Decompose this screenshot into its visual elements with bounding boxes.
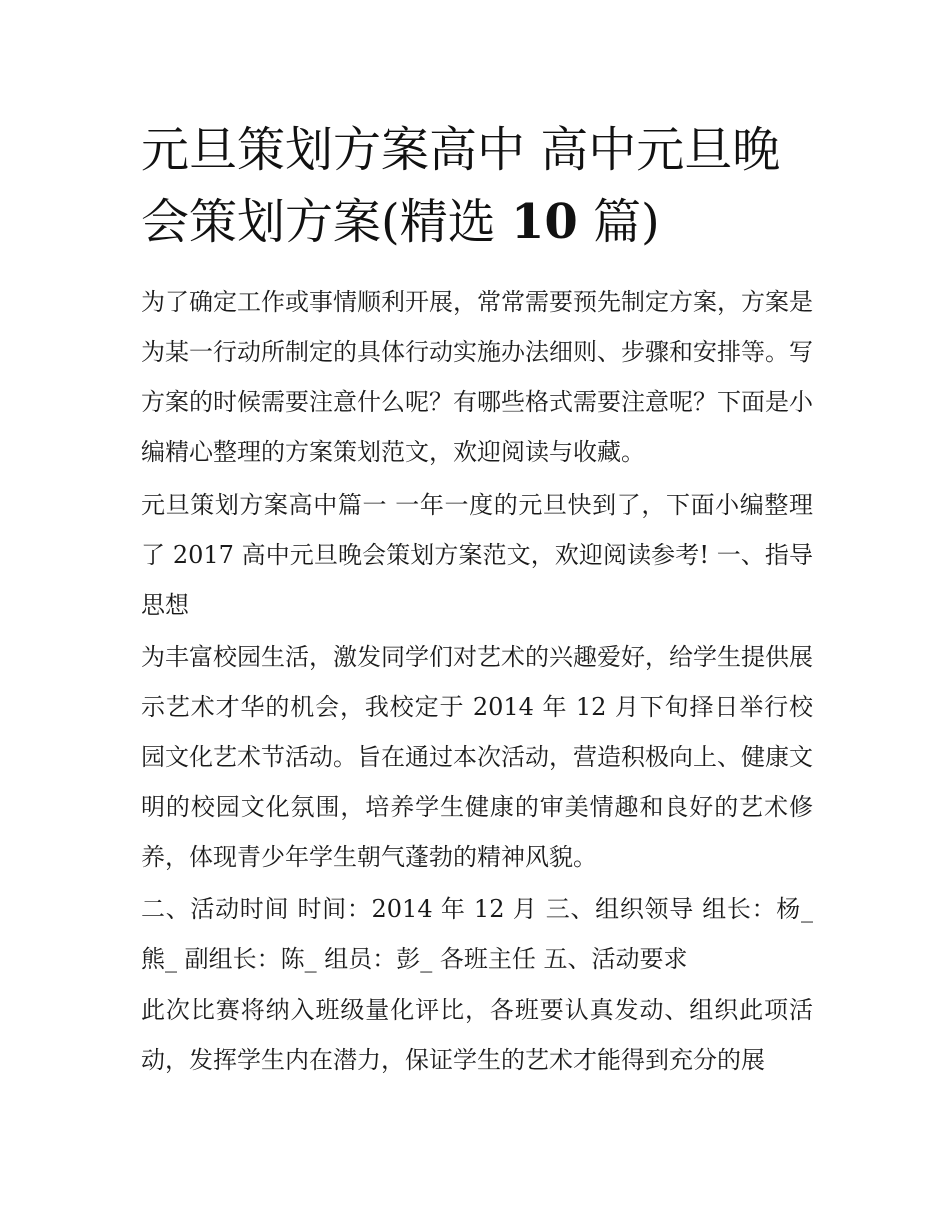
title-text-end: 篇) (577, 194, 660, 250)
document-title (141, 114, 821, 258)
activity-time-paragraph: 二、活动时间 时间：2014 年 12 月 三、组织领导 组长：杨_ 熊_ 副组长：陈_ 组员：彭_ 各班主任 五、活动要求 (141, 895, 813, 973)
section-one-paragraph: 元旦策划方案高中篇一 一年一度的元旦快到了，下面小编整理了 2017 高中元旦晚会策划方案范文，欢迎阅读参考! 一、指导思想 (141, 491, 813, 619)
title-text: 元旦策划方案高中 高中元旦晚会策划方案(精选 (141, 122, 781, 250)
guiding-idea-paragraph: 为丰富校园生活，激发同学们对艺术的兴趣爱好，给学生提供展示艺术才华的机会，我校定于 2014 年 12 月下旬择日举行校园文化艺术节活动。旨在通过本次活动，营造积极向上、健康文明的校园文化氛围，培养学生健康的审美情趣和良好的艺术修养，体现青少年学生朝气蓬勃的精神风貌。 (141, 643, 813, 871)
intro-paragraph: 为了确定工作或事情顺利开展，常常需要预先制定方案，方案是为某一行动所制定的具体行动实施办法细则、步骤和安排等。写方案的时候需要注意什么呢？有哪些格式需要注意呢？下面是小编精心整理的方案策划范文，欢迎阅读与收藏。 (141, 288, 813, 466)
title-number: 10 (511, 194, 578, 250)
requirements-paragraph: 此次比赛将纳入班级量化评比，各班要认真发动、组织此项活动，发挥学生内在潜力，保证学生的艺术才能得到充分的展 (141, 996, 813, 1074)
